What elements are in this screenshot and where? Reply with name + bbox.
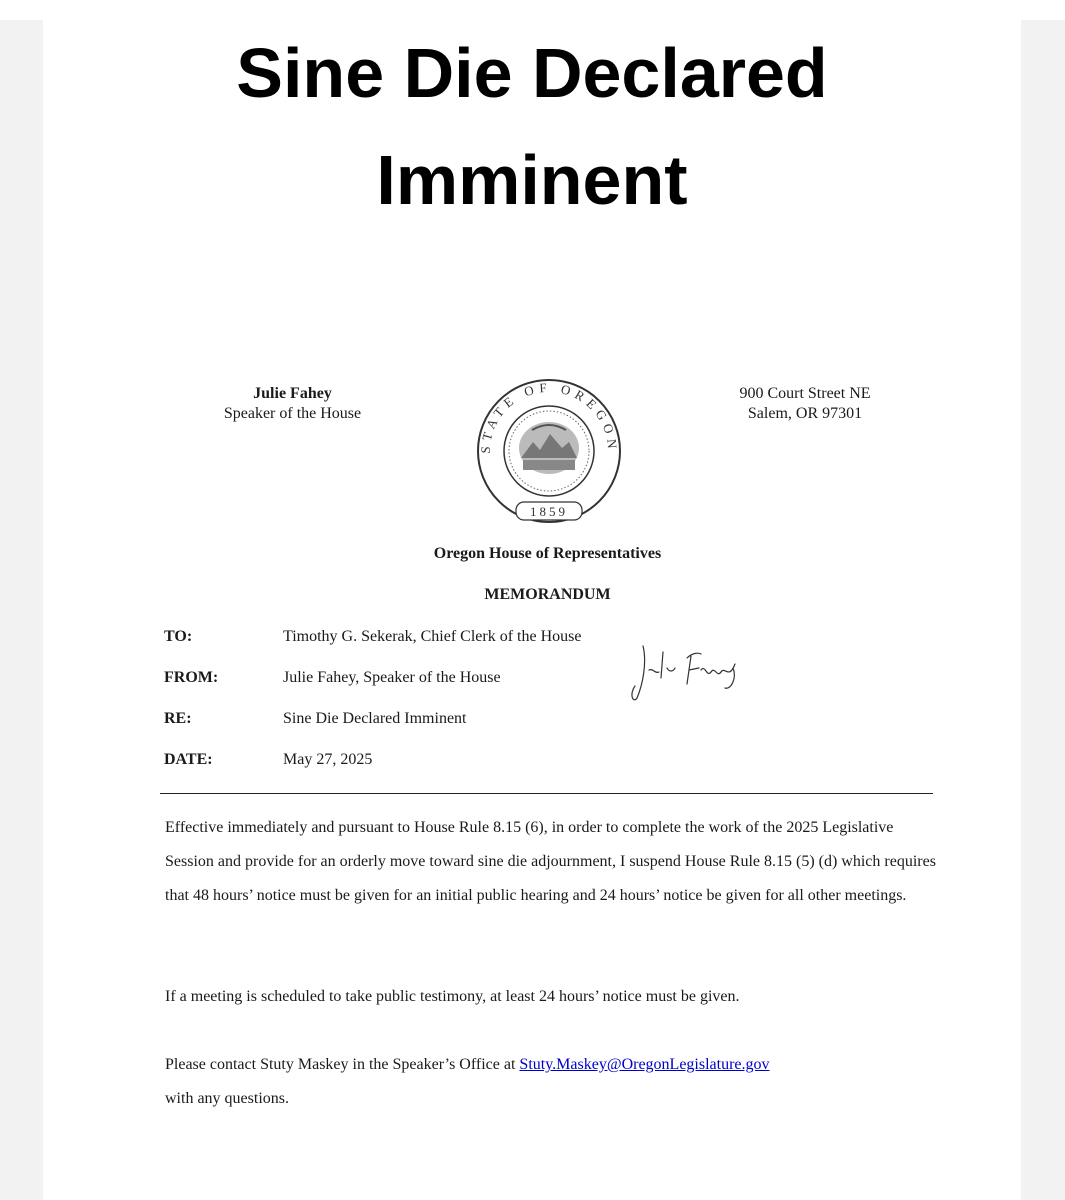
address-line-2: Salem, OR 97301 [747,405,863,422]
speaker-title: Speaker of the House [223,405,362,422]
seal-year: 1859 [530,504,568,519]
page-margin-left [0,20,43,1200]
address-line-1: 900 Court Street NE [739,385,871,402]
body-paragraph-2: If a meeting is scheduled to take public testimony, at least 24 hours’ notice must be given. [165,988,740,1005]
organization-name: Oregon House of Representatives [433,545,662,562]
headline [43,20,1021,234]
address-block [715,384,895,424]
to-label: TO: [164,628,193,645]
speaker-name: Julie Fahey [253,385,332,402]
seal-text: STATE OF OREGON [477,379,621,454]
contact-email-link[interactable]: Stuty.Maskey@OregonLegislature.gov [519,1056,770,1073]
re-value: Sine Die Declared Imminent [283,710,467,727]
state-seal-icon [470,376,628,526]
signature [625,638,755,708]
from-label: FROM: [164,669,219,686]
speaker-block [200,384,385,424]
re-label: RE: [164,710,192,727]
document-type: MEMORANDUM [484,586,611,603]
headline-line-1: Sine Die Declared [236,34,828,112]
body-paragraph-3 [165,1048,940,1116]
closing-text: with any questions. [165,1090,289,1107]
memo-divider [160,793,933,794]
date-label: DATE: [164,751,213,768]
body-paragraph-1: Effective immediately and pursuant to House Rule 8.15 (6), in order to complete the work of the 2025 Legislative Session and provide for an orderly move toward sine die adjournment, I suspend House Rule 8.15 (5) (d) which requires that 48 hours’ notice must be given for an initial public hearing and 24 hours’ notice be given for all other meetings. [165,819,936,904]
headline-line-2: Imminent [376,141,688,219]
contact-text: Please contact Stuty Maskey in the Speaker’s Office at [165,1056,516,1073]
page-margin-right [1021,20,1065,1200]
date-value: May 27, 2025 [283,751,373,768]
from-value: Julie Fahey, Speaker of the House [283,669,501,686]
to-value: Timothy G. Sekerak, Chief Clerk of the House [283,628,582,645]
